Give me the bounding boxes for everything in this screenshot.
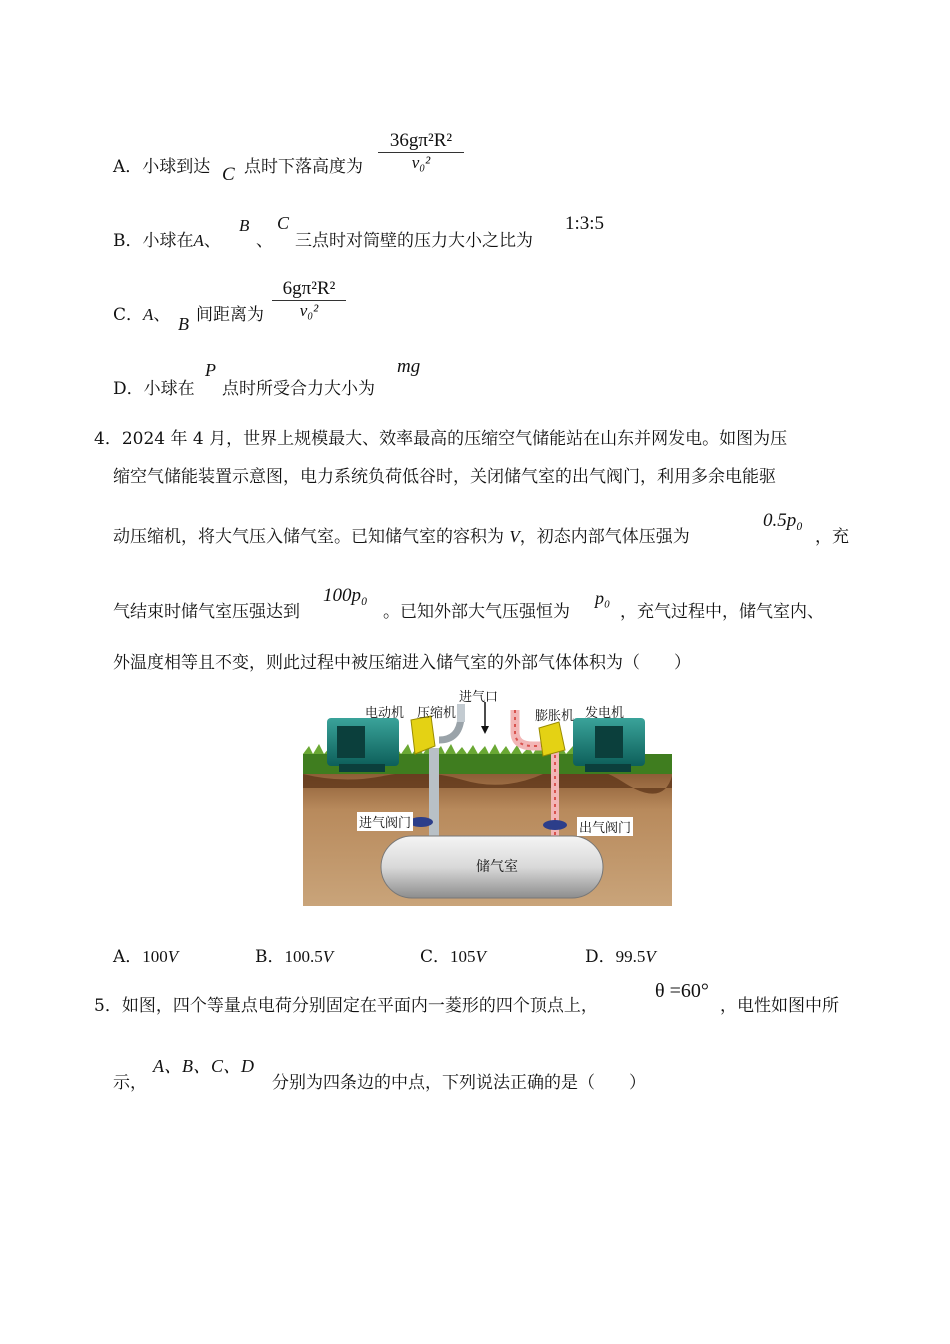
q4-atm-pressure: p₀ — [595, 588, 611, 608]
q5-line-2b: 分别为四条边的中点，下列说法正确的是（ ） — [272, 1073, 646, 1093]
label-inlet: 进气口 — [459, 690, 499, 705]
label-outlet-valve: 出气阀门 — [577, 817, 633, 836]
q3-option-b: B．小球在A、 — [113, 231, 221, 251]
label-expander: 膨胀机 — [535, 709, 575, 724]
q3-option-a: A．小球到达 — [113, 157, 211, 177]
q4-line-4b: 。已知外部大气压强恒为 — [383, 602, 570, 622]
q3-b-point-c: C — [277, 213, 290, 233]
q5-line-1a: 5．如图，四个等量点电荷分别固定在平面内一菱形的四个顶点上， — [94, 996, 598, 1016]
q4-line-3: 动压缩机，将大气压入储气室。已知储气室的容积为 V，初态内部气体压强为 — [113, 527, 690, 547]
label-compressor: 压缩机 — [417, 706, 457, 721]
q5-points: A、B、C、D — [153, 1056, 254, 1076]
q3-option-d: D．小球在 — [113, 379, 195, 399]
label-inlet-valve: 进气阀门 — [357, 812, 413, 831]
q3-c-denominator: v₀² — [299, 301, 319, 320]
label-chamber: 储气室 — [476, 859, 518, 875]
q3-c-fraction — [272, 278, 346, 321]
q3-b-sep: 、 — [256, 231, 273, 251]
q3-a-suffix: 点时下落高度为 — [244, 157, 363, 177]
q3-b-suffix: 三点时对筒壁的压力大小之比为 — [295, 231, 533, 251]
q4-option-a: A．100V — [113, 947, 179, 967]
q4-line-2: 缩空气储能装置示意图，电力系统负荷低谷时，关闭储气室的出气阀门，利用多余电能驱 — [113, 467, 776, 487]
q4-final-pressure: 100p₀ — [323, 585, 368, 606]
q3-a-numerator: 36gπ²R² — [389, 130, 453, 151]
q4-line-3-end: ，充 — [815, 527, 849, 547]
label-generator: 发电机 — [585, 706, 625, 721]
q3-c-suffix: 间距离为 — [196, 305, 264, 325]
q3-d-suffix: 点时所受合力大小为 — [222, 379, 375, 399]
label-motor: 电动机 — [365, 706, 405, 721]
q4-line-4a: 气结束时储气室压强达到 — [113, 602, 300, 622]
q3-c-point-b: B — [178, 314, 189, 334]
outlet-valve-icon — [543, 820, 567, 830]
q3-a-fraction — [378, 130, 464, 173]
q4-line-4c: ，充气过程中，储气室内、 — [620, 602, 824, 622]
q4-option-b: B．100.5V — [255, 947, 334, 967]
q4-option-c: C．105V — [420, 947, 486, 967]
q4-option-d: D．99.5V — [585, 947, 656, 967]
q3-b-ratio: 1:3:5 — [565, 213, 605, 234]
q4-initial-pressure: 0.5p₀ — [763, 510, 803, 531]
q4-line-1: 4．2024 年 4 月，世界上规模最大、效率最高的压缩空气储能站在山东并网发电。如图为压 — [94, 429, 788, 449]
q3-a-point: C — [222, 164, 235, 185]
q3-b-point-b: B — [239, 216, 250, 235]
q3-d-point-p: P — [205, 360, 216, 380]
q5-line-2a: 示， — [113, 1073, 147, 1093]
q5-line-1b: ，电性如图中所 — [720, 996, 839, 1016]
q3-c-numerator: 6gπ²R² — [282, 278, 336, 299]
q3-d-value: mg — [397, 356, 421, 377]
q3-option-c: C．A、 — [113, 305, 171, 325]
storage-diagram — [303, 688, 672, 906]
q5-theta: θ =60° — [655, 980, 709, 1002]
q4-line-5: 外温度相等且不变，则此过程中被压缩进入储气室的外部气体体积为（ ） — [113, 653, 691, 673]
q3-a-denominator: v₀² — [411, 153, 431, 172]
